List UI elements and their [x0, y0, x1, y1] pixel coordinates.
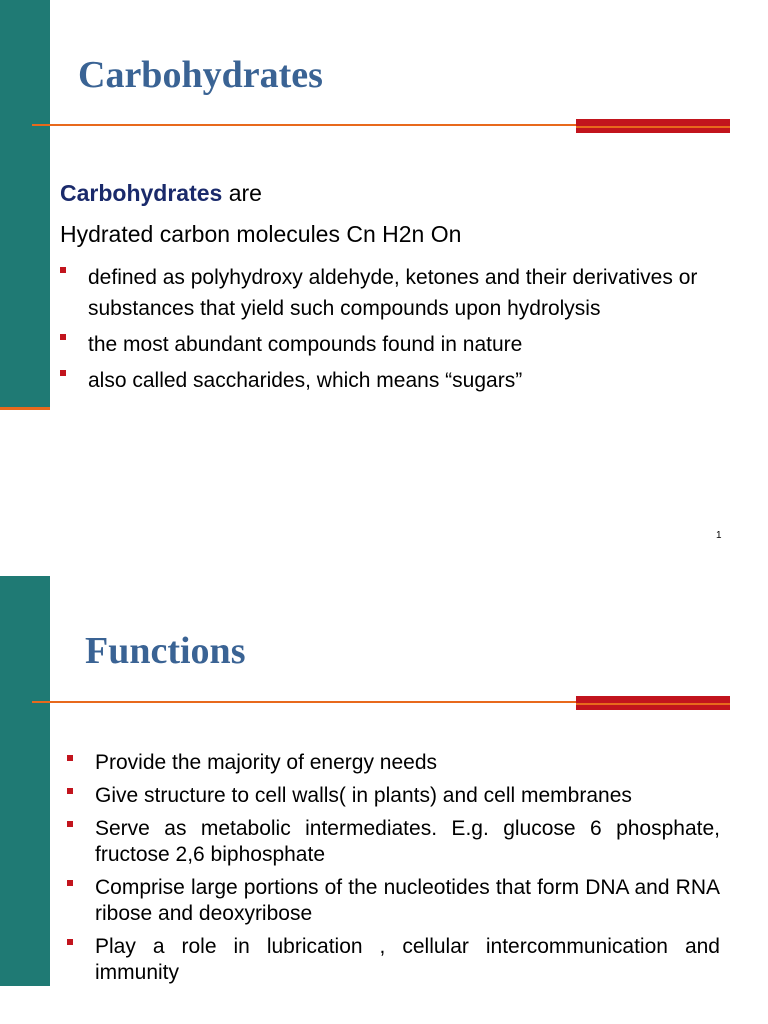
title-rule-block — [576, 119, 730, 133]
side-bar — [0, 0, 50, 408]
bullet-text: defined as polyhydroxy aldehyde, ketones and their derivatives or substances that yield such compounds upon hydrolysis — [88, 266, 698, 320]
square-bullet-icon — [67, 755, 73, 761]
intro-rest: are — [222, 180, 262, 206]
list-item — [67, 750, 720, 776]
side-bar-accent — [0, 407, 50, 410]
bullet-text: Comprise large portions of the nucleotides that form DNA and RNA ribose and deoxyribose — [95, 876, 720, 925]
intro-line — [60, 180, 262, 208]
side-bar — [0, 576, 50, 986]
title-rule — [32, 701, 577, 703]
bullet-text: Give structure to cell walls( in plants) and cell membranes — [95, 784, 632, 807]
bullet-text: Provide the majority of energy needs — [95, 751, 438, 774]
square-bullet-icon — [60, 267, 66, 273]
title-rule-block — [576, 696, 730, 710]
formula-line: Hydrated carbon molecules Cn H2n On — [60, 221, 462, 247]
list-item — [60, 329, 710, 360]
square-bullet-icon — [67, 788, 73, 794]
list-item — [67, 783, 720, 809]
list-item — [67, 875, 720, 927]
square-bullet-icon — [67, 821, 73, 827]
title-rule — [32, 124, 577, 126]
bullet-list — [60, 262, 710, 401]
list-item — [60, 262, 710, 324]
page-number: 1 — [716, 530, 722, 541]
square-bullet-icon — [67, 880, 73, 886]
slide-title: Functions — [85, 630, 246, 672]
bullet-list — [67, 750, 720, 993]
bullet-text: Serve as metabolic intermediates. E.g. glucose 6 phosphate, fructose 2,6 biphosphate — [95, 817, 720, 866]
square-bullet-icon — [60, 334, 66, 340]
list-item — [67, 816, 720, 868]
list-item — [60, 365, 710, 396]
bullet-text: also called saccharides, which means “sugars” — [88, 369, 523, 392]
intro-term: Carbohydrates — [60, 180, 223, 206]
square-bullet-icon — [60, 370, 66, 376]
bullet-text: Play a role in lubrication , cellular intercommunication and immunity — [95, 935, 720, 984]
square-bullet-icon — [67, 939, 73, 945]
slide-title: Carbohydrates — [78, 54, 323, 96]
bullet-text: the most abundant compounds found in nature — [88, 333, 523, 356]
list-item — [67, 934, 720, 986]
